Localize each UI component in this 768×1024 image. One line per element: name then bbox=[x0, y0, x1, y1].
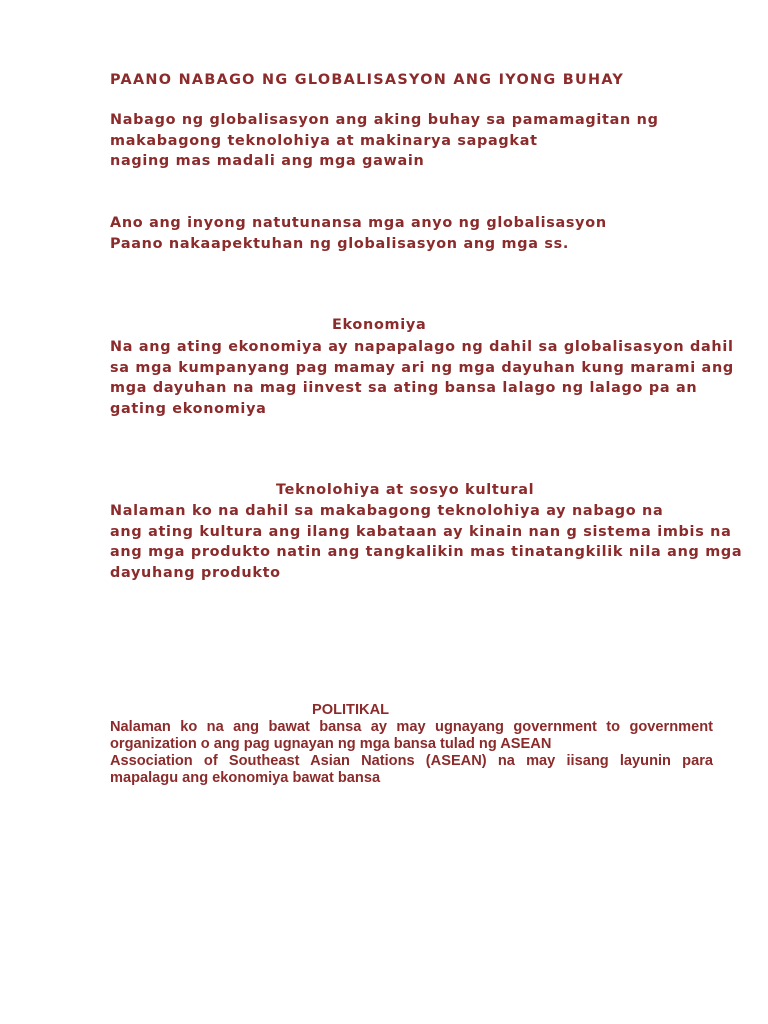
politikal-line-1: Nalaman ko na ang bawat bansa ay may ugnayang government to government bbox=[110, 719, 713, 735]
teknolohiya-paragraph bbox=[110, 501, 743, 583]
ekonomiya-line-4: gating ekonomiya bbox=[110, 400, 267, 417]
teknolohiya-heading: Teknolohiya at sosyo kultural bbox=[276, 482, 535, 498]
ekonomiya-line-3: mga dayuhan na mag iinvest sa ating bansa lalago ng lalago pa an bbox=[110, 380, 698, 396]
intro-paragraph bbox=[110, 110, 712, 172]
ekonomiya-line-2: sa mga kumpanyang pag mamay ari ng mga dayuhan kung marami ang bbox=[110, 359, 734, 376]
politikal-line-3: Association of Southeast Asian Nations (ASEAN) na may iisang layunin para bbox=[110, 753, 713, 769]
questions-paragraph bbox=[110, 213, 712, 254]
teknolohiya-line-1: Nalaman ko na dahil sa makabagong teknolohiya ay nabago na bbox=[110, 503, 664, 519]
intro-line-1: Nabago ng globalisasyon ang aking buhay sa pamamagitan ng bbox=[110, 112, 659, 128]
intro-line-2: makabagong teknolohiya at makinarya sapagkat bbox=[110, 132, 538, 149]
politikal-line-2: organization o ang pag ugnayan ng mga bansa tulad ng ASEAN bbox=[110, 736, 552, 752]
teknolohiya-line-3: ang mga produkto natin ang tangkalikin mas tinatangkilik nila ang mga bbox=[110, 544, 743, 560]
question-line-1: Ano ang inyong natutunansa mga anyo ng globalisasyon bbox=[110, 215, 607, 231]
teknolohiya-line-4: dayuhang produkto bbox=[110, 564, 281, 581]
politikal-heading: POLITIKAL bbox=[312, 702, 390, 718]
ekonomiya-heading: Ekonomiya bbox=[332, 317, 427, 333]
document-title: PAANO NABAGO NG GLOBALISASYON ANG IYONG BUHAY bbox=[110, 72, 625, 88]
politikal-paragraph bbox=[110, 719, 713, 787]
ekonomiya-paragraph bbox=[110, 337, 734, 419]
question-line-2: Paano nakaapektuhan ng globalisasyon ang mga ss. bbox=[110, 235, 570, 252]
ekonomiya-line-1: Na ang ating ekonomiya ay napapalago ng dahil sa globalisasyon dahil bbox=[110, 339, 734, 355]
intro-line-3: naging mas madali ang mga gawain bbox=[110, 153, 425, 169]
teknolohiya-line-2: ang ating kultura ang ilang kabataan ay kinain nan g sistema imbis na bbox=[110, 523, 732, 540]
politikal-line-4: mapalagu ang ekonomiya bawat bansa bbox=[110, 770, 381, 786]
